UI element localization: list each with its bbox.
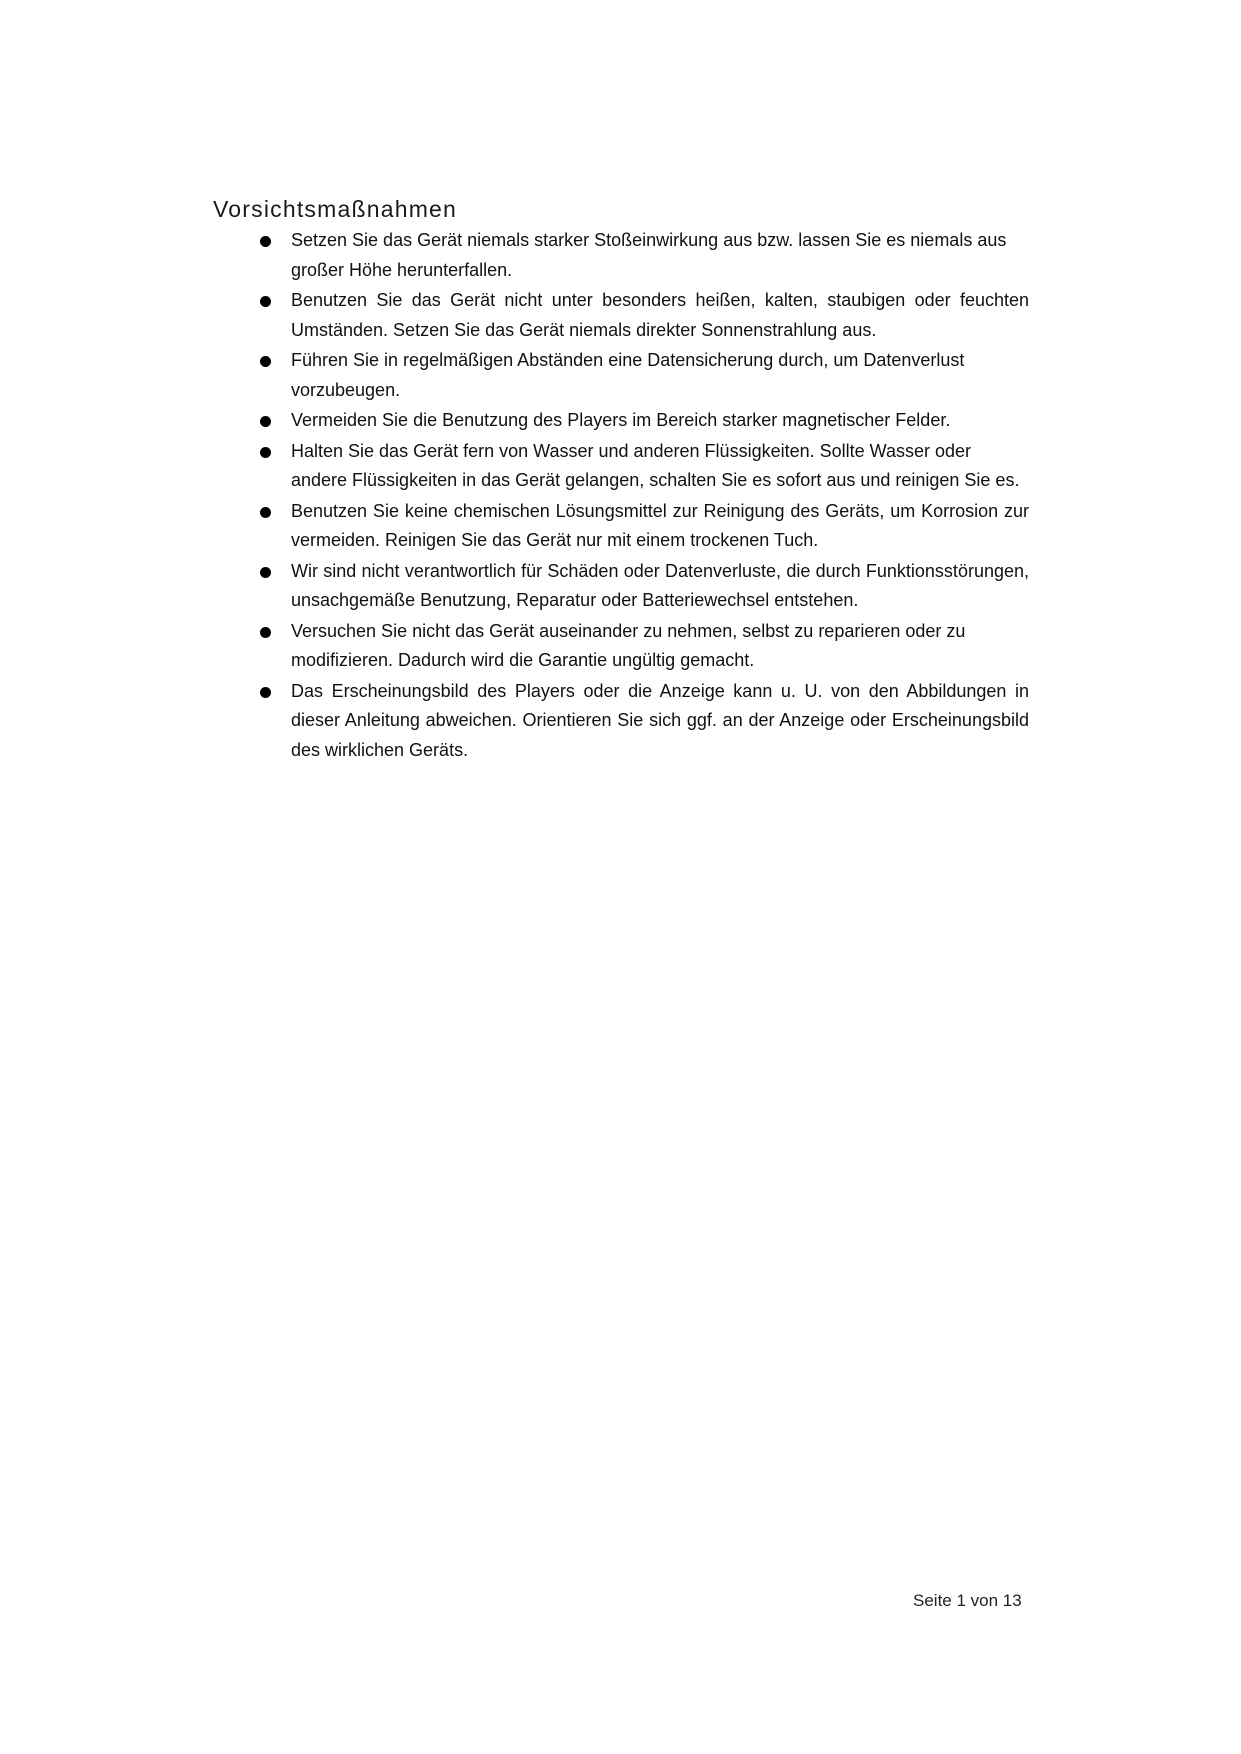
- bullet-icon: [260, 567, 271, 578]
- list-item: [257, 406, 1029, 436]
- bullet-icon: [260, 687, 271, 698]
- bullet-icon: [260, 296, 271, 307]
- list-item-text: Benutzen Sie keine chemischen Lösungsmittel zur Reinigung des Geräts, um Korrosion zur vermeiden. Reinigen Sie das Gerät nur mit einem trockenen Tuch.: [291, 500, 1029, 550]
- list-item: [257, 346, 1029, 405]
- list-item-text: Versuchen Sie nicht das Gerät auseinander zu nehmen, selbst zu reparieren oder zu modifizieren. Dadurch wird die Garantie ungültig gemacht.: [291, 620, 966, 670]
- bullet-icon: [260, 447, 271, 458]
- list-item-text: Setzen Sie das Gerät niemals starker Stoßeinwirkung aus bzw. lassen Sie es niemals aus großer Höhe herunterfallen.: [291, 230, 1007, 280]
- bullet-icon: [260, 356, 271, 367]
- list-item: [257, 557, 1029, 616]
- bullet-icon: [260, 507, 271, 518]
- list-item-text: Benutzen Sie das Gerät nicht unter besonders heißen, kalten, staubigen oder feuchten Umständen. Setzen Sie das Gerät niemals direkter Sonnenstrahlung aus.: [291, 290, 1029, 340]
- list-item-text: Halten Sie das Gerät fern von Wasser und anderen Flüssigkeiten. Sollte Wasser oder andere Flüssigkeiten in das Gerät gelangen, schalten Sie es sofort aus und reinigen Sie es.: [291, 440, 1020, 490]
- page-title: Vorsichtsmaßnahmen: [213, 196, 458, 222]
- page-number: Seite 1 von 13: [913, 1591, 1022, 1610]
- list-item: [257, 286, 1029, 345]
- list-item: [257, 497, 1029, 556]
- list-item-text: Führen Sie in regelmäßigen Abständen eine Datensicherung durch, um Datenverlust vorzubeugen.: [291, 350, 965, 400]
- bullet-icon: [260, 236, 271, 247]
- list-item: [257, 617, 1029, 676]
- list-item: [257, 677, 1029, 766]
- bullet-icon: [260, 416, 271, 427]
- bullet-icon: [260, 627, 271, 638]
- list-item-text: Wir sind nicht verantwortlich für Schäden oder Datenverluste, die durch Funktionsstörungen, unsachgemäße Benutzung, Reparatur oder Batteriewechsel entstehen.: [291, 560, 1029, 610]
- list-item: [257, 437, 1029, 496]
- list-item-text: Das Erscheinungsbild des Players oder die Anzeige kann u. U. von den Abbildungen in dieser Anleitung abweichen. Orientieren Sie sich ggf. an der Anzeige oder Erscheinungsbild des wirklichen Geräts.: [291, 680, 1029, 760]
- precautions-list: [257, 226, 1029, 766]
- list-item-text: Vermeiden Sie die Benutzung des Players im Bereich starker magnetischer Felder.: [291, 410, 951, 430]
- list-item: [257, 226, 1029, 285]
